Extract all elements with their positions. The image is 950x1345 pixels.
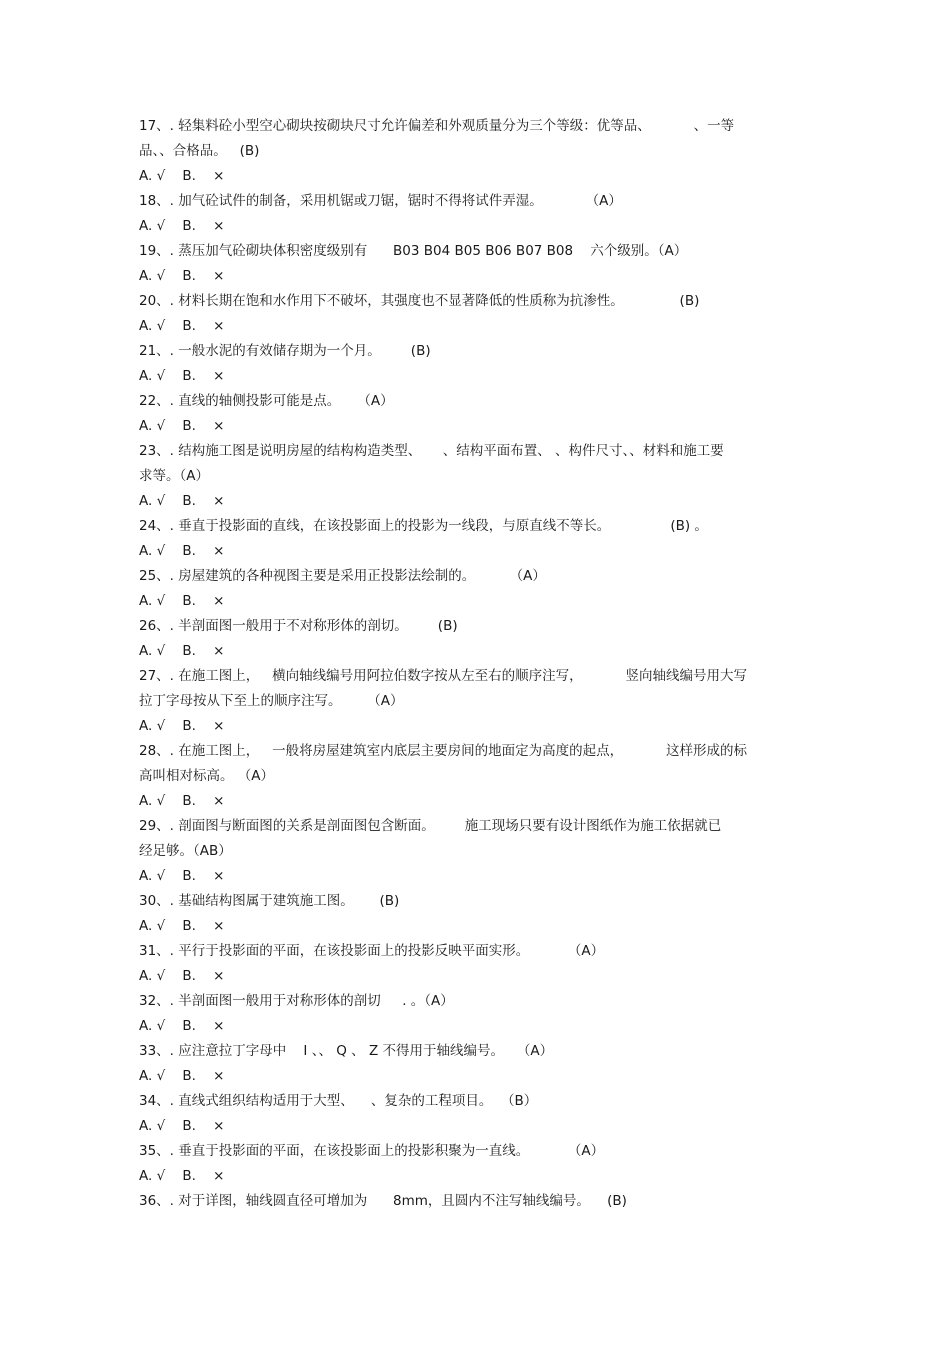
answer-options: A. √ B. ×: [139, 543, 225, 559]
question-line: 25、. 房屋建筑的各种视图主要是采用正投影法绘制的。 （A）: [139, 568, 546, 584]
answer-options: A. √ B. ×: [139, 793, 225, 809]
question-line: 求等。（A）: [139, 468, 209, 484]
answer-options: A. √ B. ×: [139, 318, 225, 334]
answer-options: A. √ B. ×: [139, 643, 225, 659]
question-line: 36、. 对于详图，轴线圆直径可增加为 8mm，且圆内不注写轴线编号。 (B): [139, 1193, 627, 1209]
answer-options: A. √ B. ×: [139, 868, 225, 884]
question-line: 18、. 加气砼试件的制备，采用机锯或刀锯，锯时不得将试件弄湿。 （A）: [139, 193, 622, 209]
question-line: 22、. 直线的轴侧投影可能是点。 （A）: [139, 393, 394, 409]
answer-options: A. √ B. ×: [139, 268, 225, 284]
question-line: 34、. 直线式组织结构适用于大型、 、复杂的工程项目。 （B）: [139, 1093, 538, 1109]
answer-options: A. √ B. ×: [139, 418, 225, 434]
question-line: 19、. 蒸压加气砼砌块体积密度级别有 B03 B04 B05 B06 B07 B08 六个级别。（A）: [139, 243, 688, 259]
answer-options: A. √ B. ×: [139, 168, 225, 184]
answer-options: A. √ B. ×: [139, 493, 225, 509]
question-line: 28、. 在施工图上， 一般将房屋建筑室内底层主要房间的地面定为高度的起点， 这样形成的标: [139, 743, 748, 759]
answer-options: A. √ B. ×: [139, 593, 225, 609]
question-line: 品、、合格品。 (B): [139, 143, 260, 159]
question-line: 17、. 轻集料砼小型空心砌块按砌块尺寸允许偏差和外观质量分为三个等级：优等品、 、一等: [139, 118, 735, 134]
question-line: 35、. 垂直于投影面的平面，在该投影面上的投影积聚为一直线。 （A）: [139, 1143, 605, 1159]
question-line: 32、. 半剖面图一般用于对称形体的剖切 . 。（A）: [139, 993, 454, 1009]
question-line: 29、. 剖面图与断面图的关系是剖面图包含断面。 施工现场只要有设计图纸作为施工依据就已: [139, 818, 722, 834]
question-line: 24、. 垂直于投影面的直线，在该投影面上的投影为一线段，与原直线不等长。 (B) 。: [139, 518, 708, 534]
question-line: 30、. 基础结构图属于建筑施工图。 (B): [139, 893, 400, 909]
answer-options: A. √ B. ×: [139, 1018, 225, 1034]
answer-options: A. √ B. ×: [139, 1168, 225, 1184]
question-line: 经足够。（AB）: [139, 843, 232, 859]
question-line: 拉丁字母按从下至上的顺序注写。 （A）: [139, 693, 404, 709]
answer-options: A. √ B. ×: [139, 368, 225, 384]
question-line: 27、. 在施工图上， 横向轴线编号用阿拉伯数字按从左至右的顺序注写， 竖向轴线编号用大写: [139, 668, 748, 684]
question-line: 33、. 应注意拉丁字母中 I 、、 Q 、 Z 不得用于轴线编号。 （A）: [139, 1043, 554, 1059]
answer-options: A. √ B. ×: [139, 918, 225, 934]
question-line: 31、. 平行于投影面的平面，在该投影面上的投影反映平面实形。 （A）: [139, 943, 605, 959]
answer-options: A. √ B. ×: [139, 1118, 225, 1134]
answer-options: A. √ B. ×: [139, 968, 225, 984]
answer-options: A. √ B. ×: [139, 218, 225, 234]
answer-options: A. √ B. ×: [139, 1068, 225, 1084]
question-line: 26、. 半剖面图一般用于不对称形体的剖切。 (B): [139, 618, 458, 634]
question-line: 23、. 结构施工图是说明房屋的结构构造类型、 、结构平面布置、 、构件尺寸、、材料和施工要: [139, 443, 724, 459]
document-page: [139, 114, 819, 1214]
question-line: 20、. 材料长期在饱和水作用下不破坏，其强度也不显著降低的性质称为抗渗性。 (B): [139, 293, 700, 309]
question-line: 21、. 一般水泥的有效储存期为一个月。 (B): [139, 343, 431, 359]
question-line: 高叫相对标高。 （A）: [139, 768, 275, 784]
answer-options: A. √ B. ×: [139, 718, 225, 734]
